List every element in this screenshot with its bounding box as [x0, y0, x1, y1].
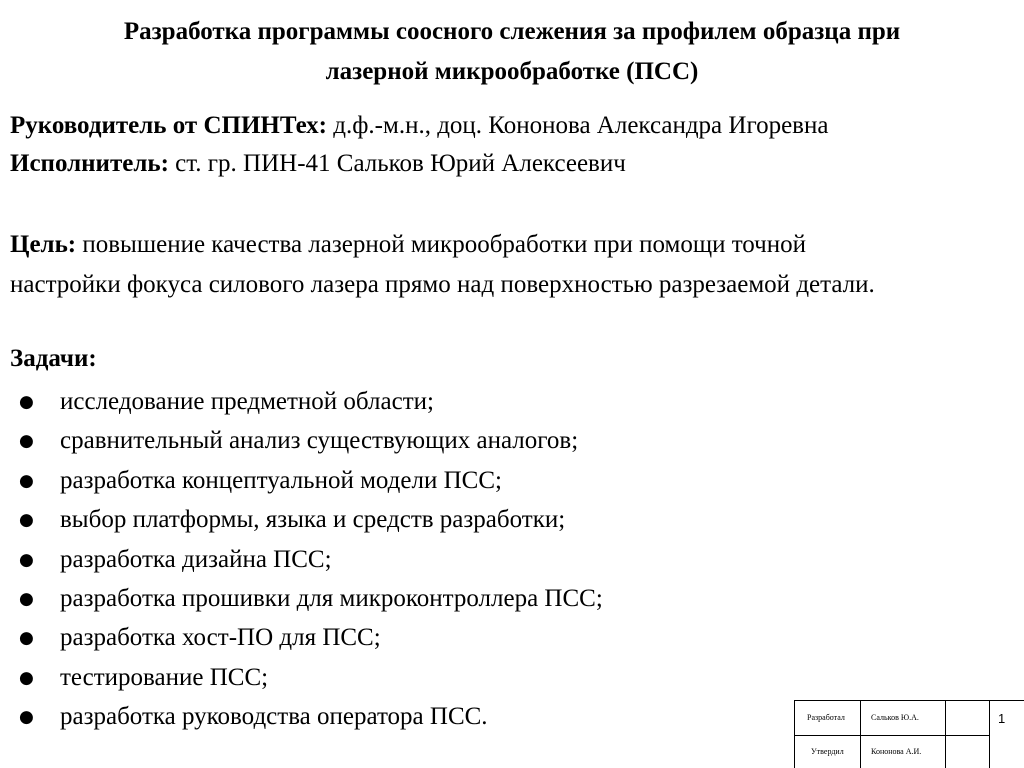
task-text: исследование предметной области; — [60, 388, 434, 415]
supervisor-value: д.ф.-м.н., доц. Кононова Александра Игоревна — [327, 112, 829, 139]
supervisor-line — [10, 110, 828, 142]
bullet-icon: ● — [19, 510, 34, 531]
stamp-divider — [989, 701, 990, 768]
page-number: 1 — [998, 711, 1006, 726]
task-text: разработка концептуальной модели ПСС; — [60, 466, 502, 494]
task-text: разработка руководства оператора ПСС. — [60, 703, 488, 731]
title-line-1: Разработка программы соосного слежения за профилем образца при — [123, 18, 901, 45]
stamp-approved-name: Кононова А.И. — [871, 747, 922, 756]
stamp-developed-name: Сальков Ю.А. — [871, 713, 919, 722]
bullet-icon: ● — [19, 667, 34, 688]
title-line-2: лазерной микрообработке (ПСС) — [325, 58, 699, 85]
tasks-heading: Задачи: — [10, 345, 97, 372]
document-title — [0, 12, 1024, 92]
goal-paragraph — [10, 225, 1010, 305]
task-text: сравнительный анализ существующих аналогов; — [60, 427, 579, 455]
stamp-divider — [795, 735, 989, 736]
bullet-icon: ● — [19, 628, 34, 649]
task-text: разработка прошивки для микроконтроллера ПСС; — [60, 584, 603, 612]
bullet-icon: ● — [19, 470, 34, 491]
task-text: разработка хост-ПО для ПСС; — [60, 624, 381, 652]
goal-text-1: повышение качества лазерной микрообработки при помощи точной — [76, 231, 806, 258]
stamp-approved-label: Утвердил — [811, 747, 844, 756]
bullet-icon: ● — [19, 392, 34, 412]
bullet-icon: ● — [19, 588, 34, 609]
supervisor-label: Руководитель от СПИНТех: — [10, 112, 327, 139]
goal-label: Цель: — [10, 231, 77, 258]
goal-line-1 — [10, 225, 1010, 265]
bullet-icon: ● — [19, 431, 34, 452]
task-text: разработка дизайна ПСС; — [60, 545, 332, 573]
title-block-stamp — [794, 700, 1024, 768]
task-text: выбор платформы, языка и средств разработки; — [60, 506, 566, 534]
executor-line — [10, 148, 626, 180]
goal-line-2: настройки фокуса силового лазера прямо над поверхностью разрезаемой детали. — [10, 271, 875, 298]
task-text: тестирование ПСС; — [60, 663, 269, 691]
executor-value: ст. гр. ПИН-41 Сальков Юрий Алексеевич — [168, 150, 626, 177]
stamp-developed-label: Разработал — [807, 713, 845, 722]
bullet-icon: ● — [19, 549, 34, 570]
executor-label: Исполнитель: — [10, 150, 169, 177]
bullet-icon: ● — [19, 707, 34, 728]
